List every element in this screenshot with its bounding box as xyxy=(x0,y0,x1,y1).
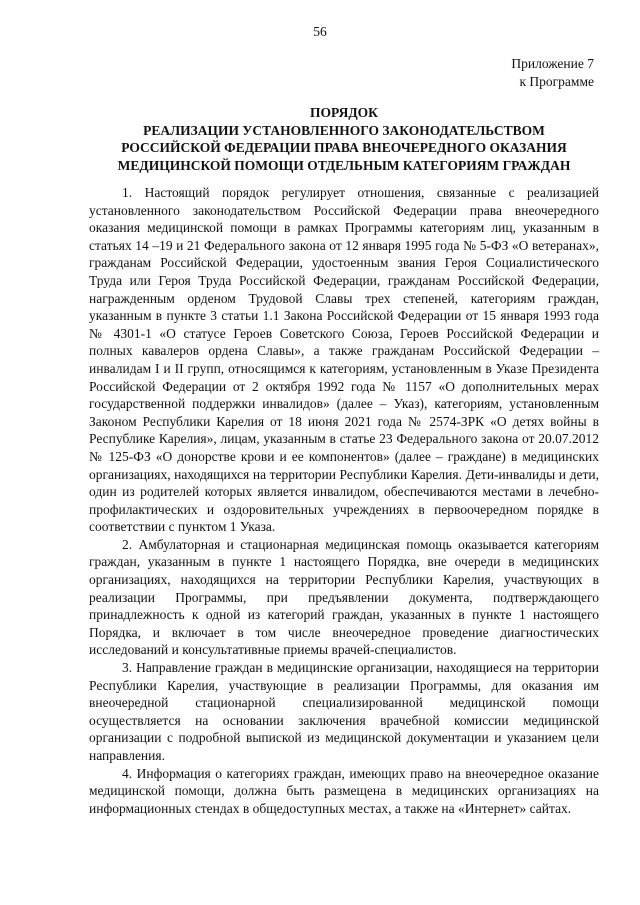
appendix-line: Приложение 7 xyxy=(511,56,594,71)
title-line: РОССИЙСКОЙ ФЕДЕРАЦИИ ПРАВА ВНЕОЧЕРЕДНОГО ОКАЗАНИЯ xyxy=(121,140,567,156)
paragraph-3: 3. Направление граждан в медицинские организации, находящиеся на территории Республики Карелия, участвующие в реализации Программы, для оказания им внеочередной стационарной специализированной медицинской помощи осуществляется на основании заключения врачебной комиссии медицинской организации с подробной выпиской из медицинской документации и указанием цели направления. xyxy=(89,660,599,763)
title-line: ПОРЯДОК xyxy=(310,105,378,120)
appendix-line: к Программе xyxy=(519,73,594,89)
title-line: РЕАЛИЗАЦИИ УСТАНОВЛЕННОГО ЗАКОНОДАТЕЛЬСТВОМ xyxy=(143,122,545,138)
document-title xyxy=(89,104,599,174)
appendix-reference xyxy=(511,55,594,90)
paragraph-4: 4. Информация о категориях граждан, имеющих право на внеочередное оказание медицинской помощи, должна быть размещена в медицинских организациях на информационных стендах в общедоступных местах, а также на «Интернет» сайтах. xyxy=(89,765,599,816)
page-number: 56 xyxy=(313,24,327,39)
paragraph-2: 2. Амбулаторная и стационарная медицинская помощь оказывается категориям граждан, указанным в пункте 1 настоящего Порядка, вне очереди в медицинских организациях, находящихся на территории Республики Карелия, участвующих в реализации Программы, при предъявлении документа, подтверждающего принадлежность к одной из категорий граждан, указанных в пункте 1 настоящего Порядка, и включает в том числе внеочередное проведение диагностических исследований и консультативные приемы врачей-специалистов. xyxy=(89,536,599,658)
paragraph-1: 1. Настоящий порядок регулирует отношения, связанные с реализацией установленного законодательством Российской Федерации права внеочередного оказания медицинской помощи в рамках Программы категориям лиц, указанным в статьях 14 –19 и 21 Федерального закона от 12 января 1995 года № 5-ФЗ «О ветеранах», гражданам Российской Федерации, удостоенным звания Героя Социалистического Труда или Героя Труда Российской Федерации, гражданам Российской Федерации, награжденным орденом Трудовой Славы трех степеней, категориям граждан, указанным в пункте 3 статьи 1.1 Закона Российской Федерации от 15 января 1993 года № 4301-1 «О статусе Героев Советского Союза, Героев Российской Федерации и полных кавалеров ордена Славы», а также гражданам Российской Федерации – инвалидам I и II групп, относящимся к категориям, установленным в Указе Президента Российской Федерации от 2 октября 1992 года № 1157 «О дополнительных мерах государственной поддержки инвалидов» (далее – Указ), категориям, установленным Законом Республики Карелия от 18 июня 2021 года № 2574-ЗРК «О детях войны в Республике Карелия», лицам, указанным в статье 23 Федерального закона от 20.07.2012 № 125-ФЗ «О донорстве крови и ее компонентов» (далее – граждане) в медицинских организациях, находящихся на территории Республики Карелия. Дети-инвалиды и дети, один из родителей которых является инвалидом, обеспечиваются местами в лечебно-профилактических и оздоровительных учреждениях в первоочередном порядке в соответствии с пунктом 1 Указа. xyxy=(89,185,599,535)
document-body xyxy=(89,184,599,817)
title-line: МЕДИЦИНСКОЙ ПОМОЩИ ОТДЕЛЬНЫМ КАТЕГОРИЯМ ГРАЖДАН xyxy=(117,157,571,173)
